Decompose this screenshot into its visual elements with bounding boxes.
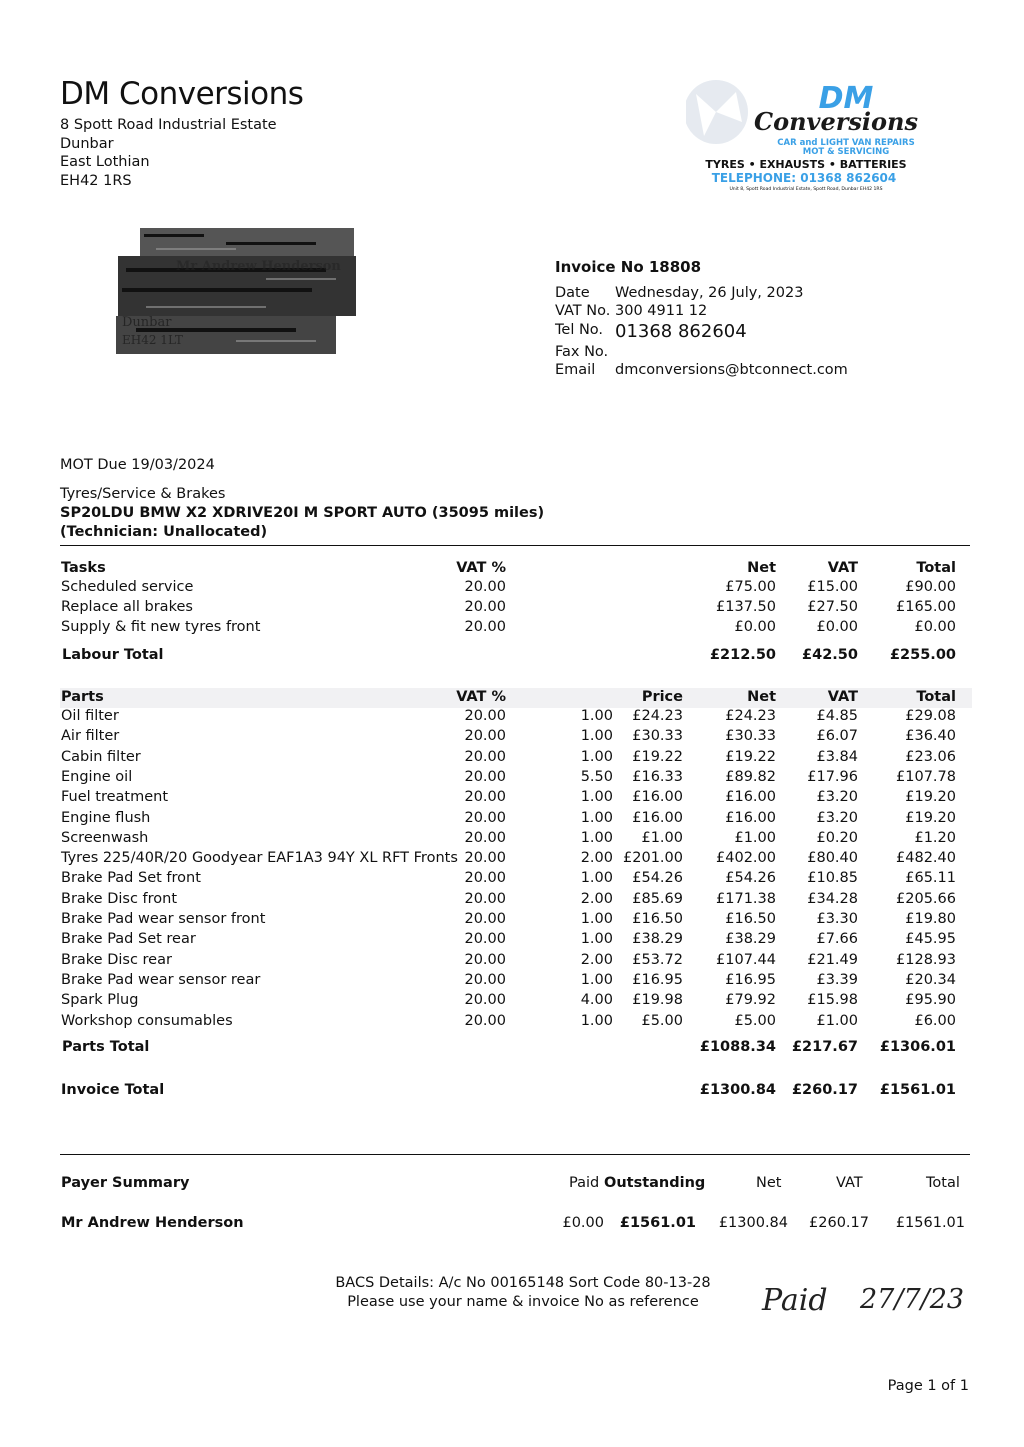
part-qty: 2.00: [580, 850, 613, 867]
part-desc: Brake Pad Set front: [61, 870, 201, 887]
part-vat-pct: 20.00: [464, 1012, 506, 1029]
part-desc: Workshop consumables: [61, 1012, 233, 1029]
invoice-total-total: £1561.01: [879, 1082, 956, 1098]
labour-total-total: £255.00: [889, 647, 956, 663]
part-vat: £3.84: [816, 748, 858, 765]
part-price: £53.72: [632, 951, 683, 968]
redacted-postcode: EH42 1LT: [122, 333, 183, 347]
payer-col-vat: VAT: [836, 1175, 863, 1191]
mot-due: MOT Due 19/03/2024: [60, 457, 215, 473]
parts-col-desc: Parts: [61, 689, 104, 705]
part-vat-pct: 20.00: [464, 971, 506, 988]
part-price: £19.22: [632, 748, 683, 765]
logo-tagline-2: MOT & SERVICING: [802, 147, 890, 157]
payer-vat: £260.17: [809, 1215, 869, 1231]
part-row: [0, 850, 1024, 870]
part-row: [0, 810, 1024, 830]
part-qty: 1.00: [580, 748, 613, 765]
task-row: [0, 599, 1024, 619]
address-line: 8 Spott Road Industrial Estate: [60, 117, 277, 133]
handwritten-paid: Paid: [762, 1283, 828, 1318]
part-net: £5.00: [734, 1012, 776, 1029]
part-qty: 4.00: [580, 992, 613, 1009]
payer-col-net: Net: [756, 1175, 782, 1191]
part-row: [0, 870, 1024, 890]
part-qty: 5.50: [580, 768, 613, 785]
part-net: £1.00: [734, 829, 776, 846]
tasks-col-vat-pct: VAT %: [456, 560, 506, 576]
part-total: £205.66: [896, 890, 956, 907]
part-vat-pct: 20.00: [464, 951, 506, 968]
task-net: £0.00: [734, 619, 776, 635]
part-total: £128.93: [896, 951, 956, 968]
part-total: £19.20: [905, 789, 956, 806]
task-vat-pct: 20.00: [464, 579, 506, 595]
part-qty: 1.00: [580, 728, 613, 745]
parts-col-vat: VAT: [827, 689, 858, 705]
part-row: [0, 1013, 1024, 1033]
part-total: £19.20: [905, 809, 956, 826]
logo-telephone: TELEPHONE: 01368 862604: [711, 171, 897, 185]
part-net: £16.00: [725, 809, 776, 826]
part-net: £89.82: [725, 768, 776, 785]
part-net: £19.22: [725, 748, 776, 765]
logo-tagline-1: CAR and LIGHT VAN REPAIRS: [777, 138, 915, 148]
part-vat: £0.20: [816, 829, 858, 846]
email-label: Email: [555, 362, 596, 378]
part-vat: £3.20: [816, 809, 858, 826]
part-vat: £80.40: [807, 850, 858, 867]
payer-col-outstanding: Outstanding: [604, 1175, 706, 1191]
part-total: £29.08: [905, 708, 956, 724]
part-vat: £10.85: [807, 870, 858, 887]
part-desc: Brake Disc rear: [61, 951, 172, 968]
part-total: £482.40: [896, 850, 956, 867]
tel-number: 01368 862604: [615, 321, 747, 342]
part-row: [0, 911, 1024, 931]
task-net: £75.00: [725, 579, 776, 595]
part-vat: £17.96: [807, 768, 858, 785]
part-net: £16.50: [725, 911, 776, 927]
part-net: £171.38: [716, 890, 776, 907]
wheel-icon: [686, 80, 748, 144]
part-vat-pct: 20.00: [464, 728, 506, 745]
part-net: £402.00: [716, 850, 776, 867]
part-qty: 1.00: [580, 1012, 613, 1029]
part-total: £19.80: [905, 911, 956, 927]
part-vat-pct: 20.00: [464, 931, 506, 948]
part-net: £24.23: [725, 708, 776, 724]
part-desc: Engine oil: [61, 768, 133, 785]
tasks-col-desc: Tasks: [61, 560, 106, 576]
part-desc: Brake Pad wear sensor rear: [61, 971, 261, 988]
task-desc: Scheduled service: [61, 579, 194, 595]
redacted-town: Dunbar: [122, 315, 172, 330]
task-vat: £15.00: [807, 579, 858, 595]
part-qty: 1.00: [580, 870, 613, 887]
parts-total-vat: £217.67: [791, 1039, 858, 1055]
tasks-header: [0, 560, 1024, 580]
part-total: £36.40: [905, 728, 956, 745]
part-qty: 1.00: [580, 931, 613, 948]
task-vat-pct: 20.00: [464, 599, 506, 615]
task-vat: £0.00: [816, 619, 858, 635]
task-row: [0, 619, 1024, 639]
logo-small-address: Unit 8, Spott Road Industrial Estate, Spott Road, Dunbar EH42 1RS: [729, 187, 883, 192]
address-line: EH42 1RS: [60, 172, 132, 189]
labour-total-label: Labour Total: [62, 647, 164, 663]
payer-total: £1561.01: [895, 1215, 965, 1231]
company-logo: [686, 74, 918, 192]
part-price: £16.95: [632, 971, 683, 988]
part-price: £85.69: [632, 890, 683, 907]
part-total: £20.34: [905, 971, 956, 988]
part-row: [0, 830, 1024, 850]
part-row: [0, 972, 1024, 992]
part-desc: Fuel treatment: [61, 789, 169, 806]
part-net: £79.92: [725, 992, 776, 1009]
labour-total-vat: £42.50: [802, 647, 858, 663]
task-vat: £27.50: [807, 599, 858, 615]
redacted-name: Mr Andrew Henderson: [176, 259, 341, 274]
part-row: [0, 769, 1024, 789]
part-vat: £6.07: [816, 728, 858, 745]
part-vat-pct: 20.00: [464, 850, 506, 867]
part-net: £16.00: [725, 789, 776, 806]
bacs-details: [300, 1274, 746, 1311]
part-net: £16.95: [725, 971, 776, 988]
part-row: [0, 992, 1024, 1012]
part-vat: £3.30: [816, 911, 858, 927]
part-price: £16.00: [632, 789, 683, 806]
part-price: £16.00: [632, 809, 683, 826]
redacted-customer-address: [116, 228, 356, 354]
part-qty: 1.00: [580, 829, 613, 846]
logo-conversions: Conversions: [753, 107, 918, 136]
task-row: [0, 579, 1024, 599]
payer-summary-header: [0, 1175, 1024, 1195]
part-qty: 2.00: [580, 951, 613, 968]
vat-no: 300 4911 12: [615, 303, 708, 319]
part-net: £107.44: [716, 951, 776, 968]
tasks-col-total: Total: [916, 560, 956, 576]
parts-total-total: £1306.01: [879, 1039, 956, 1055]
parts-col-total: Total: [916, 689, 956, 705]
part-desc: Brake Pad Set rear: [61, 931, 196, 948]
part-net: £30.33: [725, 728, 776, 745]
part-vat-pct: 20.00: [464, 809, 506, 826]
part-vat: £15.98: [807, 992, 858, 1009]
part-net: £38.29: [725, 931, 776, 948]
invoice-date: Wednesday, 26 July, 2023: [615, 285, 804, 301]
payer-net: £1300.84: [718, 1215, 788, 1231]
part-vat: £34.28: [807, 890, 858, 907]
part-total: £95.90: [905, 992, 956, 1009]
part-row: [0, 931, 1024, 951]
part-vat: £21.49: [807, 951, 858, 968]
part-price: £5.00: [641, 1012, 683, 1029]
divider: [60, 545, 970, 546]
labour-total-row: [0, 647, 1024, 667]
part-total: £23.06: [905, 748, 956, 765]
task-desc: Replace all brakes: [61, 599, 193, 615]
part-total: £107.78: [896, 768, 956, 785]
part-price: £1.00: [641, 829, 683, 846]
fax-label: Fax No.: [555, 344, 609, 360]
invoice-total-row: [0, 1082, 1024, 1102]
part-row: [0, 728, 1024, 748]
part-total: £1.20: [914, 829, 956, 846]
part-price: £16.50: [632, 911, 683, 927]
parts-total-label: Parts Total: [62, 1039, 150, 1055]
invoice-total-label: Invoice Total: [61, 1082, 165, 1098]
payer-col-paid: Paid: [569, 1175, 600, 1191]
task-total: £0.00: [914, 619, 956, 635]
vehicle-details: SP20LDU BMW X2 XDRIVE20I M SPORT AUTO (35095 miles) (Technician: Unallocated): [60, 505, 545, 540]
payer-row: [0, 1215, 1024, 1235]
task-desc: Supply & fit new tyres front: [61, 619, 261, 635]
part-qty: 1.00: [580, 911, 613, 927]
parts-header: [0, 689, 1024, 709]
part-row: [0, 891, 1024, 911]
payer-col-total: Total: [926, 1175, 960, 1191]
tel-label: Tel No.: [555, 322, 604, 338]
part-vat: £4.85: [816, 708, 858, 724]
logo-dm: DM: [818, 81, 874, 116]
parts-total-net: £1088.34: [699, 1039, 776, 1055]
part-qty: 2.00: [580, 890, 613, 907]
company-name: DM Conversions: [60, 76, 304, 112]
email-address: dmconversions@btconnect.com: [615, 362, 848, 378]
part-row: [0, 789, 1024, 809]
part-vat: £3.39: [816, 971, 858, 988]
part-price: £16.33: [632, 768, 683, 785]
divider: [60, 1154, 970, 1155]
part-vat-pct: 20.00: [464, 708, 506, 724]
part-price: £54.26: [632, 870, 683, 887]
part-desc: Tyres 225/40R/20 Goodyear EAF1A3 94Y XL RFT Fronts: [61, 850, 458, 867]
part-vat: £1.00: [816, 1012, 858, 1029]
part-row: [0, 708, 1024, 728]
part-vat-pct: 20.00: [464, 870, 506, 887]
job-type: Tyres/Service & Brakes: [60, 486, 226, 502]
parts-col-net: Net: [747, 689, 776, 705]
task-total: £165.00: [896, 599, 956, 615]
payer-outstanding: £1561.01: [619, 1215, 696, 1231]
handwritten-paid-note: [760, 1270, 975, 1325]
part-desc: Brake Disc front: [61, 890, 178, 907]
part-desc: Spark Plug: [61, 992, 139, 1009]
part-total: £45.95: [905, 931, 956, 948]
part-total: £65.11: [905, 870, 956, 887]
part-vat-pct: 20.00: [464, 911, 506, 927]
part-desc: Cabin filter: [61, 748, 141, 765]
part-price: £38.29: [632, 931, 683, 948]
payer-paid: £0.00: [562, 1215, 604, 1231]
part-vat: £7.66: [816, 931, 858, 948]
labour-total-net: £212.50: [709, 647, 776, 663]
invoice-total-vat: £260.17: [791, 1082, 858, 1098]
part-qty: 1.00: [580, 809, 613, 826]
address-line: Dunbar: [60, 135, 114, 152]
part-qty: 1.00: [580, 708, 613, 724]
part-row: [0, 952, 1024, 972]
parts-col-vat-pct: VAT %: [456, 689, 506, 705]
part-desc: Brake Pad wear sensor front: [61, 911, 266, 927]
bacs-line: BACS Details: A/c No 00165148 Sort Code 80-13-28: [335, 1275, 711, 1291]
task-total: £90.00: [905, 579, 956, 595]
part-price: £30.33: [632, 728, 683, 745]
invoice-number: Invoice No 18808: [555, 258, 702, 276]
part-total: £6.00: [914, 1012, 956, 1029]
part-row: [0, 749, 1024, 769]
part-qty: 1.00: [580, 971, 613, 988]
part-vat-pct: 20.00: [464, 789, 506, 806]
part-vat-pct: 20.00: [464, 829, 506, 846]
payer-summary-title: Payer Summary: [61, 1175, 190, 1191]
address-line: East Lothian: [60, 154, 150, 170]
invoice-total-net: £1300.84: [699, 1082, 776, 1098]
part-desc: Oil filter: [61, 708, 119, 724]
part-price: £24.23: [632, 708, 683, 724]
part-vat-pct: 20.00: [464, 768, 506, 785]
part-desc: Screenwash: [61, 829, 149, 846]
part-desc: Air filter: [61, 728, 120, 745]
part-vat-pct: 20.00: [464, 992, 506, 1009]
part-qty: 1.00: [580, 789, 613, 806]
part-desc: Engine flush: [61, 809, 151, 826]
date-label: Date: [555, 285, 590, 301]
part-vat-pct: 20.00: [464, 890, 506, 907]
logo-services: TYRES • EXHAUSTS • BATTERIES: [705, 158, 907, 171]
tasks-col-vat: VAT: [827, 560, 858, 576]
parts-total-row: [0, 1039, 1024, 1059]
part-price: £201.00: [623, 850, 683, 867]
part-vat: £3.20: [816, 789, 858, 806]
page-number: Page 1 of 1: [887, 1378, 969, 1394]
bacs-line: Please use your name & invoice No as reference: [347, 1293, 699, 1310]
parts-col-price: Price: [641, 689, 683, 705]
company-address: [60, 116, 277, 190]
part-net: £54.26: [725, 870, 776, 887]
vat-no-label: VAT No.: [555, 303, 611, 319]
part-vat-pct: 20.00: [464, 748, 506, 765]
part-price: £19.98: [632, 992, 683, 1009]
task-vat-pct: 20.00: [464, 619, 506, 635]
handwritten-date: 27/7/23: [860, 1284, 965, 1315]
tasks-col-net: Net: [747, 560, 776, 576]
payer-name: Mr Andrew Henderson: [61, 1215, 244, 1231]
task-net: £137.50: [716, 599, 776, 615]
